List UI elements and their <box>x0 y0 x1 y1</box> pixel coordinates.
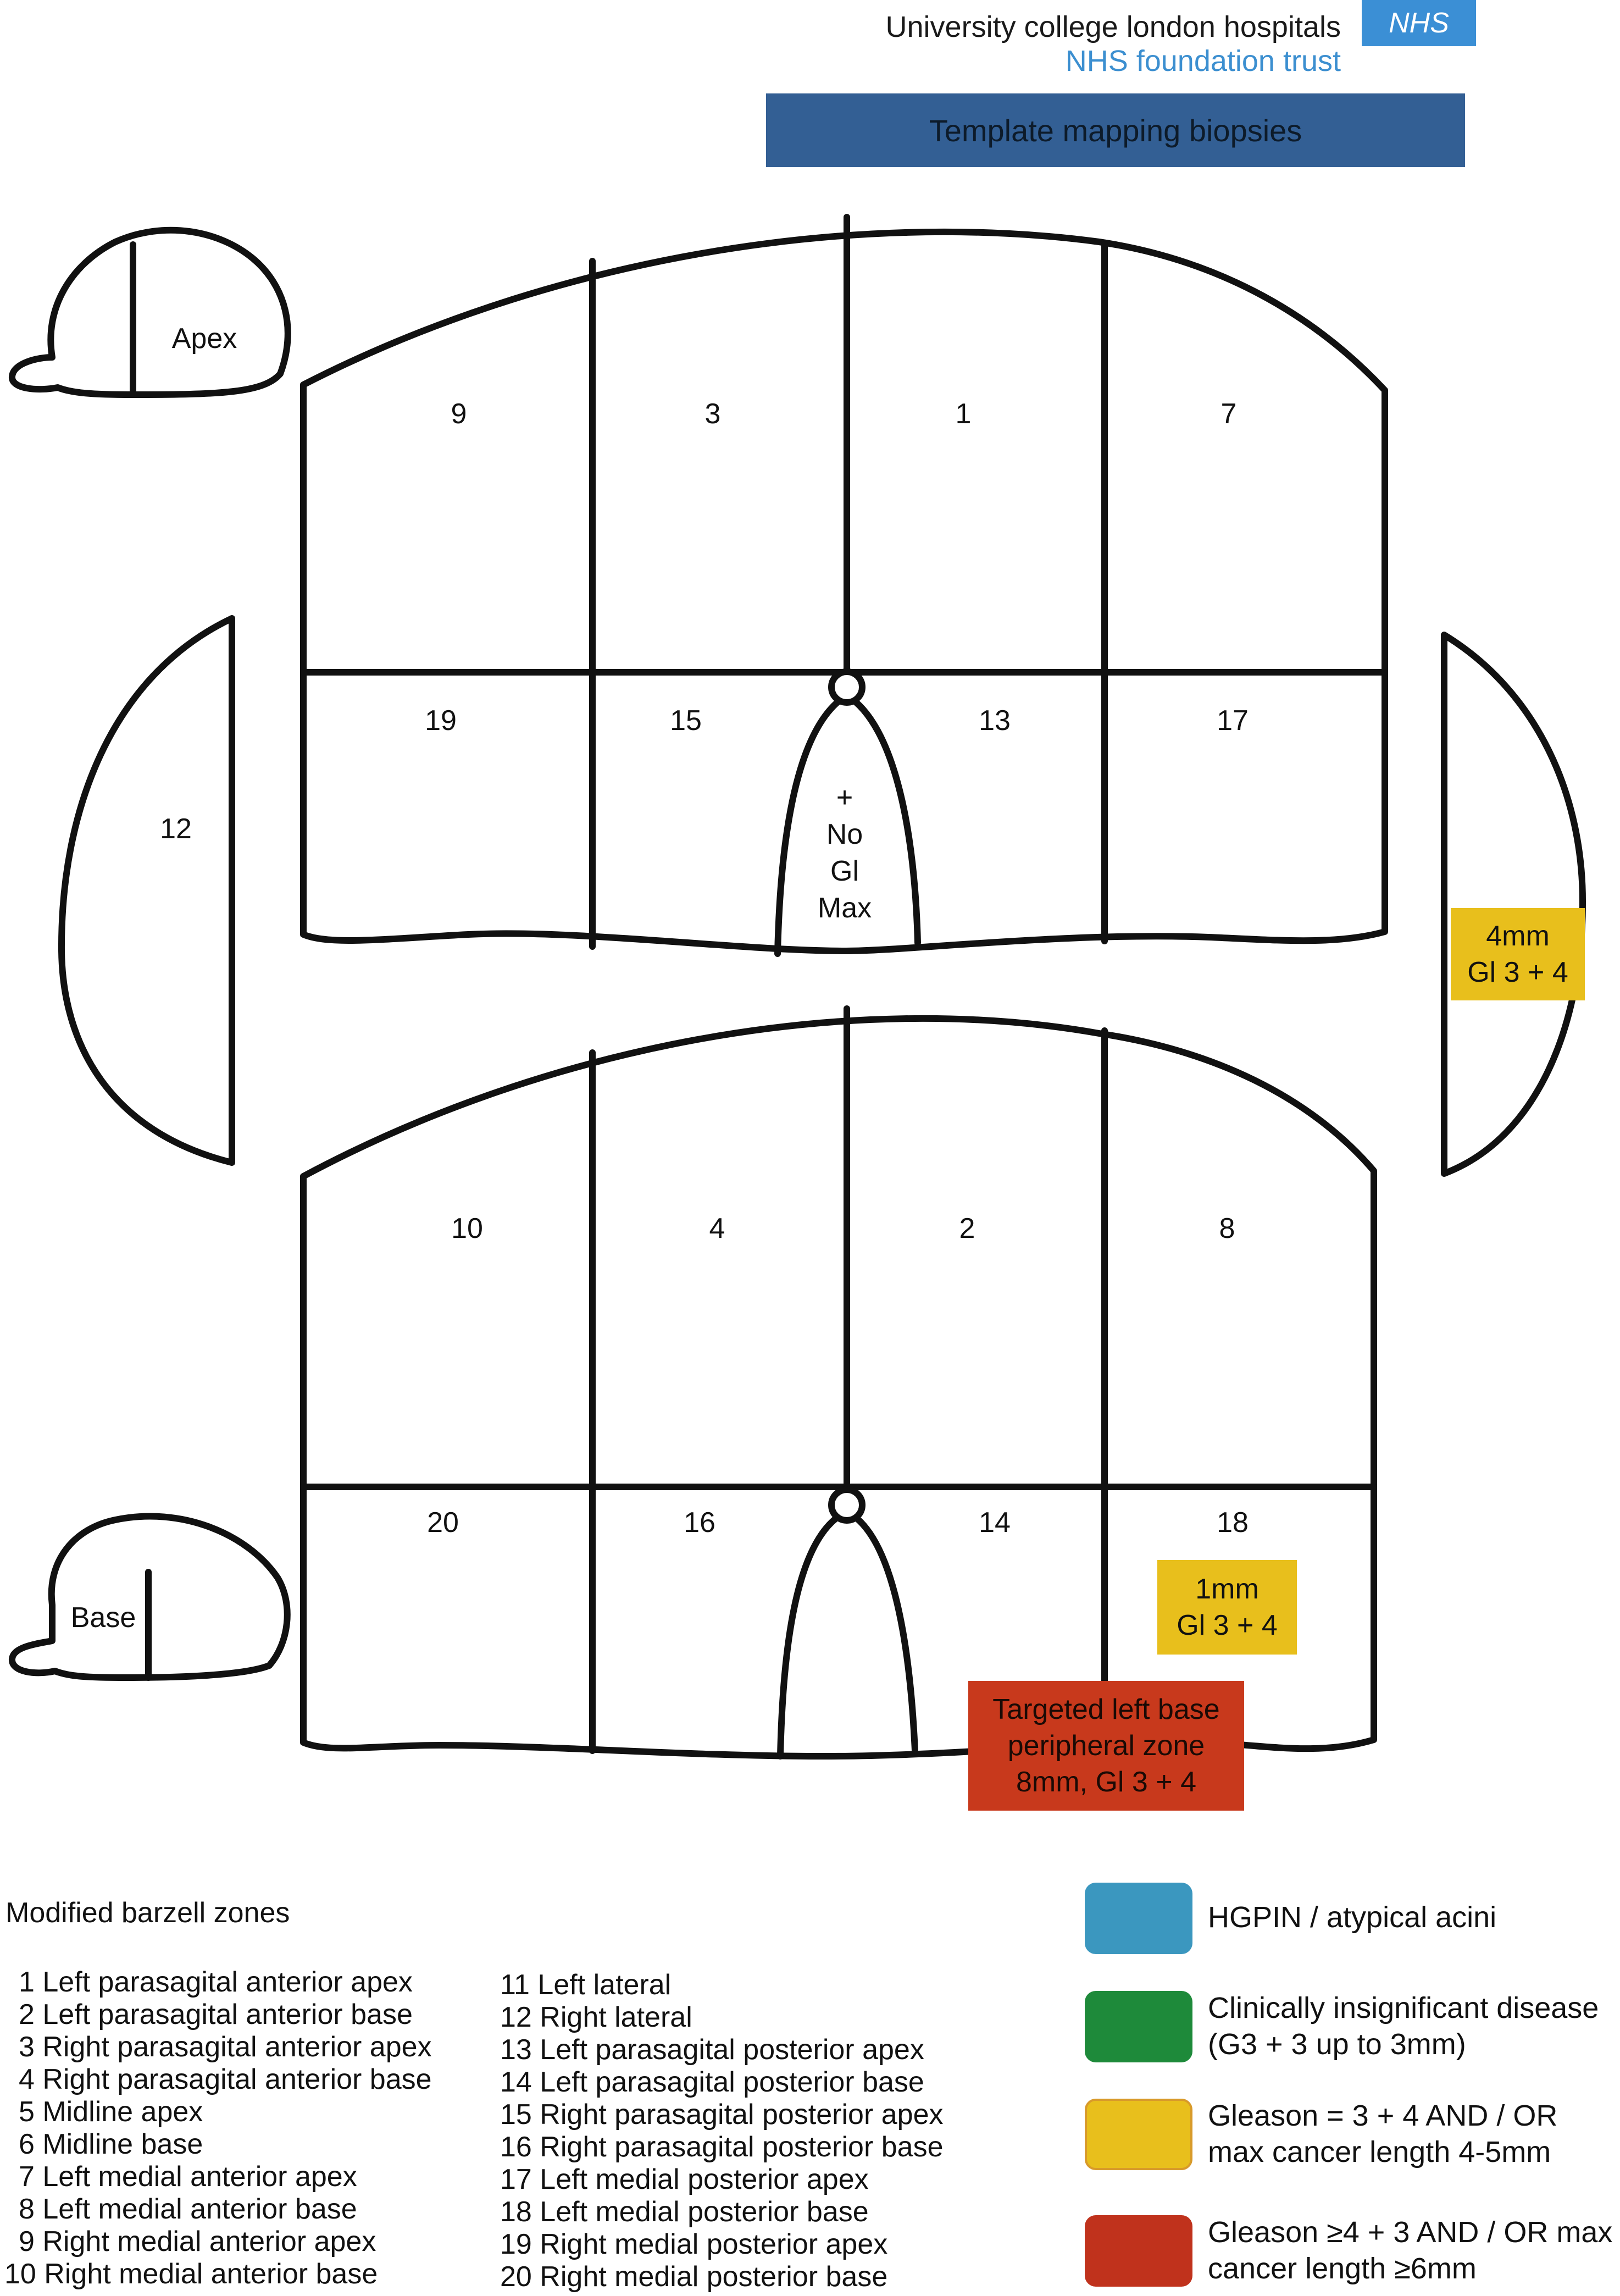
key-insignificant <box>1085 1991 1615 2062</box>
zone-list-item: 17 Left medial posterior apex <box>500 2164 869 2195</box>
zone-8-label: 8 <box>1219 1213 1235 1244</box>
zone-15-label: 15 <box>670 705 702 737</box>
zones-legend-title: Modified barzell zones <box>5 1897 290 1929</box>
zone-13-label: 13 <box>979 705 1011 737</box>
key-gleason-4-3-text: Gleason ≥4 + 3 AND / OR max cancer length ≥6mm <box>1208 2216 1613 2285</box>
key-insignificant-text: Clinically insignificant disease (G3 + 3 up to 3mm) <box>1208 1991 1599 2061</box>
key-gleason-3-4-text: Gleason = 3 + 4 AND / OR max cancer length 4-5mm <box>1208 2099 1558 2168</box>
right-lateral-zone <box>62 618 232 1163</box>
zone-12-label: 12 <box>160 813 192 845</box>
zone-18-finding-grade: Gl 3 + 4 <box>1177 1609 1278 1641</box>
hospital-name: University college london hospitals <box>885 10 1341 43</box>
diagram-title-banner: Template mapping biopsies <box>766 93 1465 167</box>
zone-16-label: 16 <box>684 1507 715 1539</box>
zone-18-label: 18 <box>1217 1507 1249 1539</box>
zone-list-item: 2 Left parasagital anterior base <box>19 1999 413 2031</box>
zone-list-item: 4 Right parasagital anterior base <box>19 2063 432 2095</box>
zone-3-label: 3 <box>704 398 721 430</box>
zone-19-label: 19 <box>425 705 457 737</box>
zone-list-item: 5 Midline apex <box>19 2096 203 2128</box>
zone-list-item: 11 Left lateral <box>500 1969 672 2001</box>
targeted-finding-line-2: peripheral zone <box>1007 1730 1205 1762</box>
urethra-text-2: No <box>826 818 863 850</box>
insignificant-swatch <box>1085 1991 1192 2062</box>
trust-name: NHS foundation trust <box>1065 45 1341 78</box>
zone-list-item: 18 Left medial posterior base <box>500 2196 869 2228</box>
zones-list-right <box>500 1969 943 2293</box>
key-gleason-3-4 <box>1085 2099 1615 2170</box>
zone-list-item: 16 Right parasagital posterior base <box>500 2131 944 2163</box>
zone-list-item: 8 Left medial anterior base <box>19 2193 357 2225</box>
hgpin-swatch <box>1085 1883 1192 1954</box>
targeted-finding-line-3: 8mm, Gl 3 + 4 <box>1016 1766 1196 1798</box>
gleason-3-4-swatch <box>1085 2099 1192 2170</box>
gleason-4-3-swatch <box>1085 2215 1192 2287</box>
apex-sagittal-icon <box>12 230 288 395</box>
zone-14-label: 14 <box>979 1507 1011 1539</box>
base-urethra <box>780 1512 915 1756</box>
zones-list-left <box>4 1966 432 2291</box>
urethra-text-4: Max <box>817 892 872 924</box>
zone-7-label: 7 <box>1220 398 1237 430</box>
zone-list-item: 15 Right parasagital posterior apex <box>500 2099 944 2131</box>
zone-list-item: 13 Left parasagital posterior apex <box>500 2034 924 2066</box>
base-label: Base <box>70 1602 136 1634</box>
urethra-text-3: Gl <box>830 855 859 887</box>
zone-17-label: 17 <box>1217 705 1249 737</box>
zone-9-label: 9 <box>451 398 467 430</box>
zone-list-item: 14 Left parasagital posterior base <box>500 2066 924 2098</box>
lateral-finding-callout <box>1451 908 1585 1000</box>
zone-4-label: 4 <box>709 1213 725 1244</box>
zone-2-label: 2 <box>959 1213 975 1244</box>
zone-list-item: 1 Left parasagital anterior apex <box>19 1966 413 1998</box>
urethra-text-1: + <box>836 782 853 814</box>
zone-20-label: 20 <box>427 1507 459 1539</box>
zone-list-item: 19 Right medial posterior apex <box>500 2228 888 2260</box>
key-gleason-4-3 <box>1085 2215 1615 2287</box>
zone-1-label: 1 <box>955 398 972 430</box>
zone-10-label: 10 <box>451 1213 483 1244</box>
lateral-finding-grade: Gl 3 + 4 <box>1467 956 1568 988</box>
zone-list-item: 20 Right medial posterior base <box>500 2261 888 2293</box>
key-hgpin-text: HGPIN / atypical acini <box>1208 1901 1497 1934</box>
targeted-finding-callout <box>968 1681 1244 1811</box>
targeted-finding-line-1: Targeted left base <box>992 1694 1220 1725</box>
key-hgpin <box>1085 1883 1615 1954</box>
zone-list-item: 6 Midline base <box>19 2128 203 2160</box>
zone-list-item: 9 Right medial anterior apex <box>19 2226 376 2258</box>
nhs-logo: NHS <box>1362 0 1476 46</box>
zone-list-item: 12 Right lateral <box>500 2001 692 2033</box>
zone-list-item: 3 Right parasagital anterior apex <box>19 2031 432 2063</box>
apex-label: Apex <box>171 323 237 355</box>
zone-list-item: 10 Right medial anterior base <box>4 2258 378 2290</box>
left-lateral-zone <box>1444 635 1583 1174</box>
zone-list-item: 7 Left medial anterior apex <box>19 2161 357 2193</box>
zone-18-finding-length: 1mm <box>1195 1573 1259 1605</box>
lateral-finding-length: 4mm <box>1486 920 1550 952</box>
zone-18-finding-callout <box>1157 1560 1297 1655</box>
